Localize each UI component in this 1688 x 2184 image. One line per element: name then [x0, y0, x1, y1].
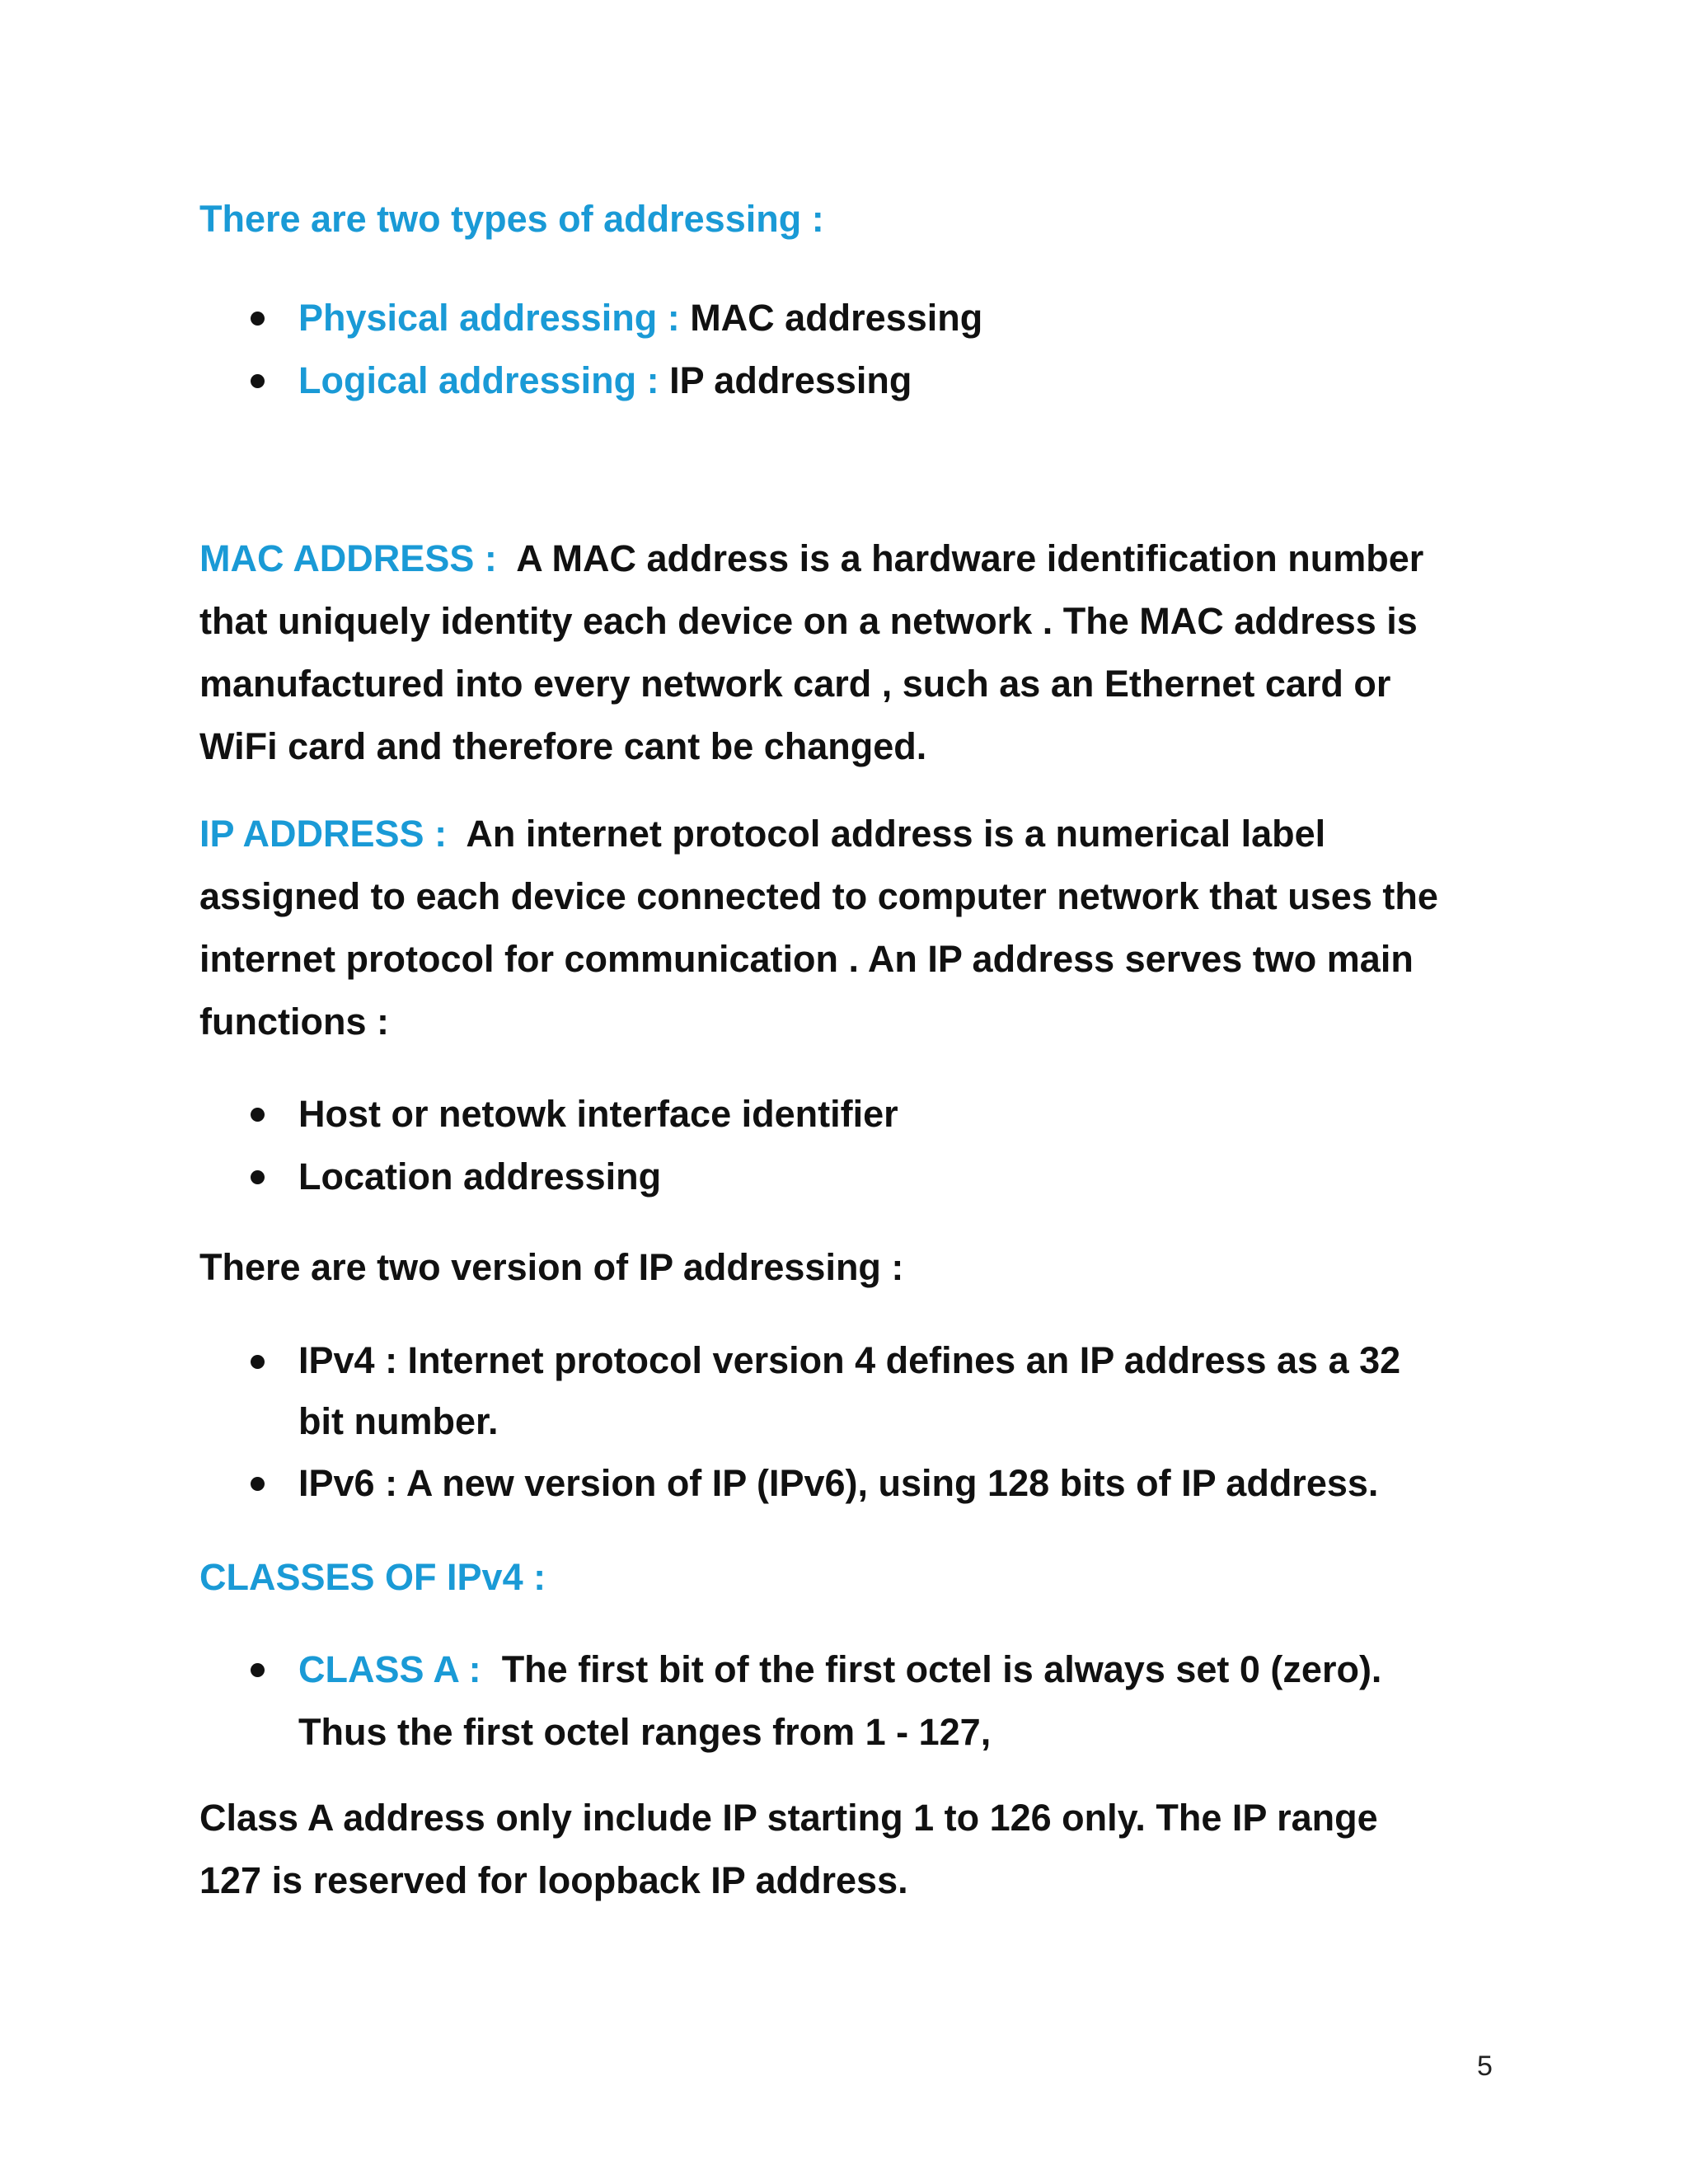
bullet-icon: [251, 1477, 265, 1491]
list-item: IPv6 : A new version of IP (IPv6), using 128 bits of IP address.: [247, 1452, 1500, 1515]
types-heading: There are two types of addressing :: [199, 198, 824, 240]
mac-label: MAC ADDRESS :: [199, 537, 497, 579]
bullet-icon: [251, 1355, 265, 1369]
classes-list: [247, 1638, 1500, 1764]
page-number: 5: [1477, 2050, 1493, 2082]
ip-address-paragraph: [199, 803, 1502, 1053]
paragraph-line: that uniquely identity each device on a network . The MAC address is: [199, 600, 1418, 642]
list-item: CLASS A : The first bit of the first octel is always set 0 (zero). Thus the first octel ranges from 1 - 127,: [247, 1638, 1500, 1764]
bullet-icon: [251, 1663, 265, 1677]
paragraph-line: MAC ADDRESS : A MAC address is a hardware identification number: [199, 537, 1424, 579]
ip-label: IP ADDRESS :: [199, 813, 448, 855]
paragraph-line: manufactured into every network card , such as an Ethernet card or: [199, 663, 1391, 705]
ip-versions-list: [247, 1330, 1500, 1515]
ip-functions-list: [247, 1083, 1500, 1208]
bullet-icon: [251, 312, 265, 326]
bullet-icon: [251, 1108, 265, 1122]
class-a-label: CLASS A :: [298, 1648, 481, 1690]
list-item: Location addressing: [247, 1146, 1500, 1208]
paragraph-line: 127 is reserved for loopback IP address.: [199, 1859, 908, 1901]
classes-heading: CLASSES OF IPv4 :: [199, 1556, 546, 1598]
list-item: Host or netowk interface identifier: [247, 1083, 1500, 1146]
paragraph-line: IP ADDRESS : An internet protocol address is a numerical label: [199, 813, 1326, 855]
mac-address-paragraph: [199, 527, 1502, 778]
type-value: IP addressing: [669, 359, 912, 401]
type-value: MAC addressing: [690, 297, 983, 339]
paragraph-line: internet protocol for communication . An IP address serves two main: [199, 938, 1414, 980]
list-item: IPv4 : Internet protocol version 4 defines an IP address as a 32 bit number.: [247, 1330, 1500, 1452]
list-item: [247, 349, 1500, 412]
bullet-icon: [251, 1170, 265, 1184]
type-label: Physical addressing :: [298, 297, 691, 339]
paragraph-line: Class A address only include IP starting 1 to 126 only. The IP range: [199, 1797, 1378, 1839]
class-a-note: [199, 1787, 1502, 1912]
versions-heading: There are two version of IP addressing :: [199, 1246, 904, 1288]
addressing-types-list: [247, 287, 1500, 412]
type-label: Logical addressing :: [298, 359, 670, 401]
bullet-icon: [251, 374, 265, 388]
paragraph-line: assigned to each device connected to computer network that uses the: [199, 875, 1438, 917]
list-item: [247, 287, 1500, 349]
paragraph-line: WiFi card and therefore cant be changed.: [199, 725, 927, 767]
paragraph-line: functions :: [199, 1001, 389, 1043]
